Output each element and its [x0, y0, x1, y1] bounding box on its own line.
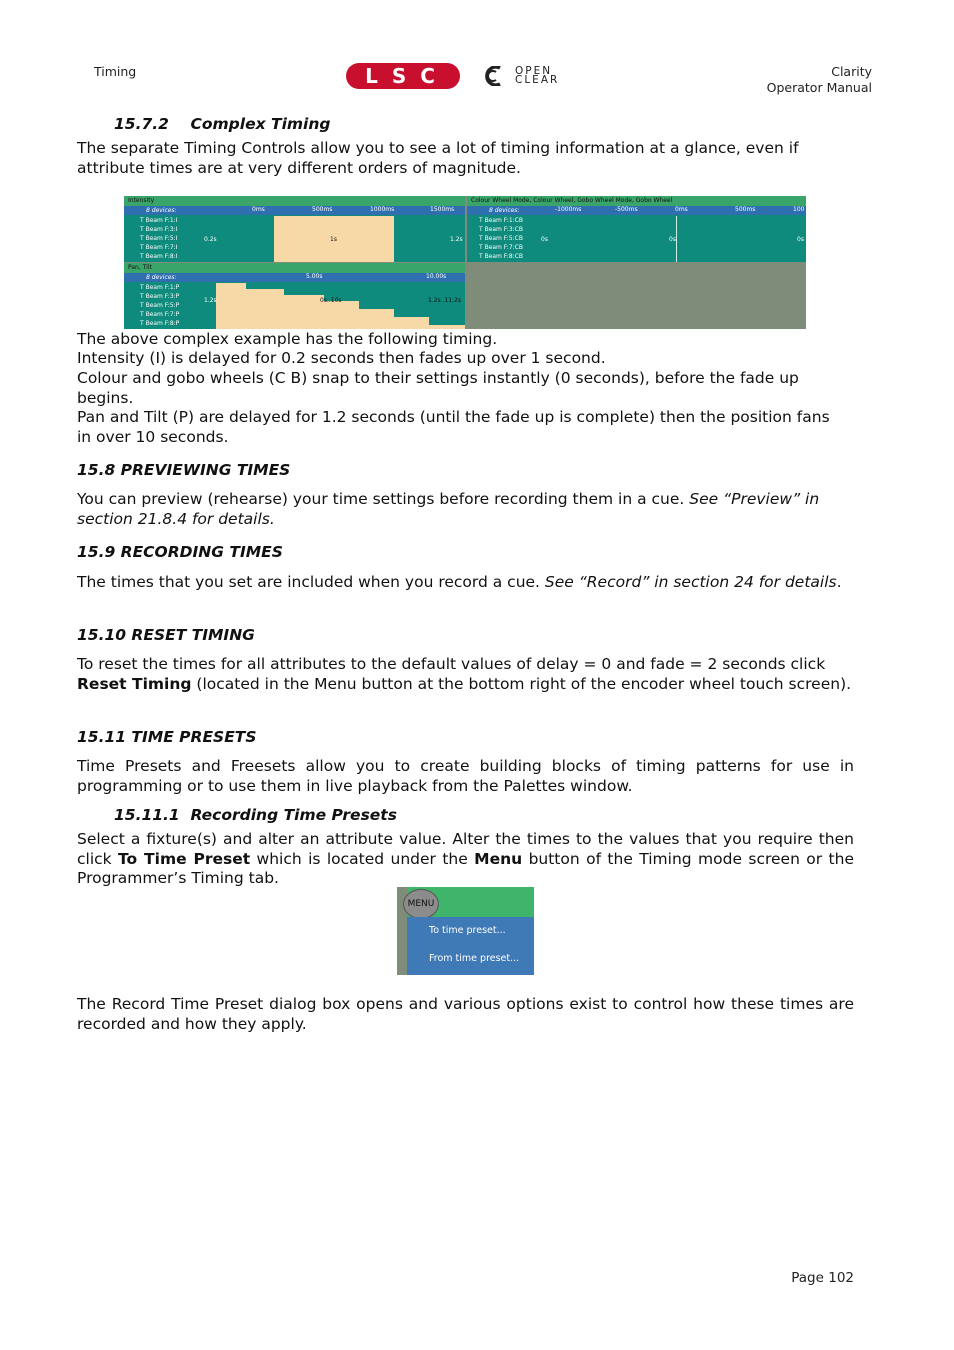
- rtp-text-a: Select a fixture(s) and alter an attribute value. Alter the times to the values that you require then click: [77, 830, 854, 868]
- colour-row-label: T Beam F:1:CB: [479, 217, 523, 224]
- recording-times-text: [77, 573, 854, 593]
- reset-timing-command: Reset Timing: [77, 674, 192, 693]
- pan-tilt-devices: 8 devices:: [146, 274, 177, 281]
- openclear-swirl-icon: [482, 66, 512, 86]
- previewing-text: You can preview (rehearse) your time settings before recording them in a cue.: [77, 490, 690, 508]
- heading-time-presets: 15.11 TIME PRESETS: [77, 728, 257, 746]
- rtp-text-b: which is located under the: [250, 849, 475, 868]
- timing-para-1: The above complex example has the following timing.: [77, 330, 498, 348]
- openclear-logo-bottom: CLEAR: [515, 74, 560, 86]
- intensity-end-label: 1.2s: [450, 236, 463, 243]
- header-product: Clarity: [831, 64, 872, 79]
- pan-tilt-panel: [124, 263, 465, 329]
- timing-para-2: Intensity (I) is delayed for 0.2 seconds then fades up over 1 second.: [77, 349, 606, 367]
- colour-mid-label: 0s: [669, 236, 676, 243]
- pan-tilt-mid-label: 0s..10s: [320, 297, 342, 304]
- intensity-devices: 8 devices:: [146, 207, 177, 214]
- lsc-logo: LSC: [346, 63, 460, 89]
- heading-complex-timing: 15.7.2 Complex Timing: [114, 115, 331, 133]
- header-section-title: Timing: [94, 64, 137, 79]
- colour-row-label: T Beam F:3:CB: [479, 226, 523, 233]
- intensity-tick: 0ms: [252, 206, 265, 213]
- intensity-tick: 1500ms: [430, 206, 455, 213]
- closing-paragraph: The Record Time Preset dialog box opens and various options exist to control how these times are recorded and how they apply.: [77, 995, 854, 1033]
- recording-time-presets-text: [77, 830, 854, 889]
- colour-row-label: T Beam F:7:CB: [479, 244, 523, 251]
- colour-row-label: T Beam F:8:CB: [479, 253, 523, 260]
- pan-tilt-tick: 10.00s: [426, 273, 447, 280]
- time-presets-text: Time Presets and Freesets allow you to create building blocks of timing patterns for use in programming or to use them in live playback from the Palettes window.: [77, 757, 854, 795]
- pan-tilt-row-label: T Beam F:1:P: [140, 284, 180, 291]
- colour-panel: [467, 196, 806, 262]
- heading-recording-time-presets: 15.11.1 Recording Time Presets: [114, 806, 397, 824]
- pan-tilt-row-label: T Beam F:7:P: [140, 311, 180, 318]
- page-number: Page 102: [791, 1270, 854, 1286]
- openclear-logo-top: OPEN: [515, 65, 553, 77]
- pan-tilt-row-label: T Beam F:3:P: [140, 293, 180, 300]
- complex-timing-intro: The separate Timing Controls allow you to see a lot of timing information at a glance, even if attribute times are at very different orders of magnitude.: [77, 139, 799, 177]
- to-time-preset-command: To Time Preset: [118, 849, 251, 868]
- heading-previewing-times: 15.8 PREVIEWING TIMES: [77, 461, 291, 479]
- colour-tick: 100: [793, 206, 805, 213]
- colour-devices: 8 devices:: [489, 207, 520, 214]
- from-time-preset-item[interactable]: From time preset...: [429, 953, 520, 964]
- header-manual: Operator Manual: [766, 80, 872, 95]
- pan-tilt-right-label: 1.2s..11.2s: [428, 297, 461, 304]
- intensity-fade-label: 1s: [330, 236, 337, 243]
- intensity-row-label: T Beam F:7:I: [140, 244, 178, 251]
- recording-reference: See “Record” in section 24 for details: [544, 573, 837, 591]
- pan-tilt-left-label: 1.2s: [204, 297, 217, 304]
- menu-button[interactable]: MENU: [403, 889, 439, 919]
- rtp-text-c: button of the Timing mode screen or the Programmer’s Timing tab.: [77, 849, 854, 887]
- reset-text-b: (located in the Menu button at the bottom right of the encoder wheel touch screen).: [191, 674, 852, 693]
- timing-para-4: Pan and Tilt (P) are delayed for 1.2 seconds (until the fade up is complete) then the position fans in over 10 seconds.: [77, 408, 830, 446]
- colour-tick: -500ms: [615, 206, 638, 213]
- intensity-row-label: T Beam F:8:I: [140, 253, 178, 260]
- previewing-times-text: [77, 490, 854, 529]
- intensity-row-label: T Beam F:5:I: [140, 235, 178, 242]
- menu-command: Menu: [474, 849, 523, 868]
- recording-text: The times that you set are included when you record a cue.: [77, 573, 545, 591]
- colour-tick: 500ms: [735, 206, 756, 213]
- openclear-logo: [482, 66, 576, 86]
- timing-para-3: Colour and gobo wheels (C B) snap to their settings instantly (0 seconds), before the fade up begins.: [77, 369, 799, 407]
- reset-timing-text: [77, 655, 854, 694]
- pan-tilt-title: Pan, Tilt: [128, 264, 152, 271]
- colour-row-label: T Beam F:5:CB: [479, 235, 523, 242]
- pan-tilt-fan-steps: [204, 283, 465, 329]
- reset-text-a: To reset the times for all attributes to the default values of delay = 0 and fade = 2 seconds click: [77, 655, 826, 673]
- to-time-preset-item[interactable]: To time preset...: [429, 925, 506, 936]
- heading-reset-timing: 15.10 RESET TIMING: [77, 626, 255, 644]
- pan-tilt-row-label: T Beam F:8:P: [140, 320, 180, 327]
- pan-tilt-row-label: T Beam F:5:P: [140, 302, 180, 309]
- heading-recording-times: 15.9 RECORDING TIMES: [77, 543, 283, 561]
- intensity-tick: 1000ms: [370, 206, 395, 213]
- colour-title: Colour Wheel Mode, Colour Wheel, Gobo Wheel Mode, Gobo Wheel: [471, 197, 673, 204]
- intensity-tick: 500ms: [312, 206, 333, 213]
- colour-tick: -1000ms: [555, 206, 582, 213]
- intensity-row-label: T Beam F:3:I: [140, 226, 178, 233]
- timing-screenshot: [124, 196, 806, 329]
- intensity-delay-label: 0.2s: [204, 236, 217, 243]
- menu-dropdown: [407, 917, 534, 975]
- intensity-row-label: T Beam F:1:I: [140, 217, 178, 224]
- colour-right-label: 0s: [797, 236, 804, 243]
- intensity-title: Intensity: [128, 197, 155, 204]
- recording-tail: .: [836, 573, 842, 591]
- intensity-panel: [124, 196, 465, 262]
- pan-tilt-tick: 5.00s: [306, 273, 323, 280]
- previewing-reference: See “Preview” in section 21.8.4 for details.: [77, 490, 820, 528]
- colour-tick: 0ms: [675, 206, 688, 213]
- menu-screenshot: [397, 887, 534, 975]
- colour-left-label: 0s: [541, 236, 548, 243]
